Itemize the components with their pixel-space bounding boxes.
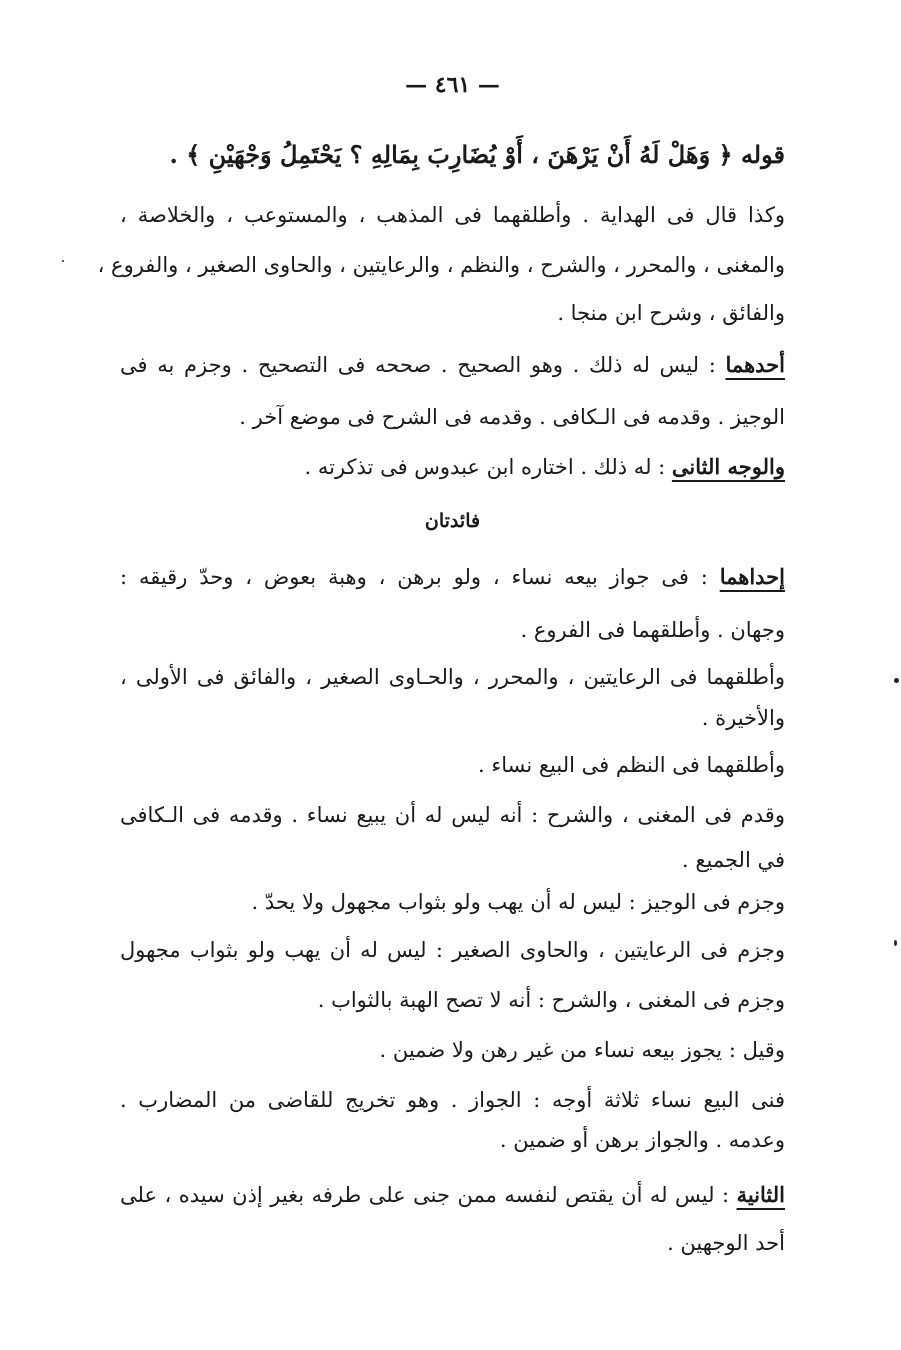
line-text: وجزم فى الوجيز : ليس له أن يهب ولو بثواب مجهول ولا يحدّ . xyxy=(251,890,785,914)
line-text: والفائق ، وشرح ابن منجا . xyxy=(557,301,785,325)
text-line xyxy=(97,250,785,280)
text-line xyxy=(120,800,785,830)
text-line xyxy=(120,452,785,482)
text-line xyxy=(120,1228,785,1258)
line-text: أحد الوجهين . xyxy=(667,1231,785,1255)
text-line xyxy=(120,845,785,875)
margin-speck xyxy=(894,678,899,683)
text-line xyxy=(120,1180,785,1210)
text-line xyxy=(120,615,785,645)
text-line xyxy=(120,350,785,380)
text-line xyxy=(120,662,785,692)
line-text: وجزم فى الرعايتين ، والحاوى الصغير : ليس له أن يهب ولو بثواب مجهول xyxy=(120,938,785,962)
quoted-verse-line xyxy=(120,140,785,170)
line-text: وأطلقهما فى الرعايتين ، والمحرر ، والحـاوى الصغير ، والفائق فى الأولى ، xyxy=(120,665,785,689)
section-label: والوجه الثانى xyxy=(671,454,785,479)
text-line xyxy=(120,750,785,780)
section-label: إحداهما xyxy=(719,564,785,589)
text-line xyxy=(120,703,785,733)
text-line xyxy=(120,887,785,917)
text-line xyxy=(120,562,785,592)
text-line xyxy=(120,402,785,432)
line-text: وجزم فى المغنى ، والشرح : أنه لا تصح الهبة بالثواب . xyxy=(317,988,785,1012)
text-line xyxy=(120,1035,785,1065)
text-line xyxy=(120,1085,785,1115)
line-text: والأخيرة . xyxy=(701,706,785,730)
line-text: وأطلقهما فى النظم فى البيع نساء . xyxy=(477,753,785,777)
section-label: الثانية xyxy=(736,1182,785,1207)
document-page xyxy=(97,0,785,1350)
line-text: وقيل : يجوز بيعه نساء من غير رهن ولا ضمين . xyxy=(379,1038,785,1062)
text-line xyxy=(120,985,785,1015)
line-text: فنى البيع نساء ثلاثة أوجه : الجواز . وهو تخريج للقاضى من المضارب . xyxy=(120,1088,785,1112)
line-text: : ليس له أن يقتص لنفسه ممن جنى على طرفه بغير إذن سيده ، على xyxy=(120,1183,737,1207)
text-line xyxy=(120,200,785,230)
text-line xyxy=(120,935,785,965)
text-line xyxy=(120,1125,785,1155)
section-label: أحدهما xyxy=(725,352,785,377)
line-text: والمغنى ، والمحرر ، والشرح ، والنظم ، والرعايتين ، والحاوى الصغير ، والفروع ، xyxy=(97,253,785,277)
text-line xyxy=(120,298,785,328)
line-text: : له ذلك . اختاره ابن عبدوس فى تذكرته . xyxy=(304,455,672,479)
line-text: في الجميع . xyxy=(681,848,785,872)
page-number: — ٤٦١ — xyxy=(405,72,500,98)
line-text: وجهان . وأطلقهما فى الفروع . xyxy=(520,618,785,642)
line-text: قوله ﴿ وَهَلْ لَهُ أَنْ يَرْهَنَ ، أَوْ يُضَارِبَ بِمَالِهِ ؟ يَحْتَمِلُ وَجْهَيْنِ ﴾ . xyxy=(169,140,785,169)
margin-speck xyxy=(894,940,897,946)
line-text: : ليس له ذلك . وهو الصحيح . صححه فى التصحيح . وجزم به فى xyxy=(120,353,726,377)
line-text: وعدمه . والجواز برهن أو ضمين . xyxy=(499,1128,785,1152)
margin-speck xyxy=(62,260,64,262)
line-text: وكذا قال فى الهداية . وأطلقهما فى المذهب ، والمستوعب ، والخلاصة ، xyxy=(120,203,785,227)
line-text: : فى جواز بيعه نساء ، ولو برهن ، وهبة بعوض ، وحدّ رقيقه : xyxy=(120,565,720,589)
section-heading: فائدتان xyxy=(424,510,481,532)
line-text: الوجيز . وقدمه فى الـكافى . وقدمه فى الشرح فى موضع آخر . xyxy=(239,405,785,429)
line-text: وقدم فى المغنى ، والشرح : أنه ليس له أن يبيع نساء . وقدمه فى الـكافى xyxy=(120,803,785,827)
